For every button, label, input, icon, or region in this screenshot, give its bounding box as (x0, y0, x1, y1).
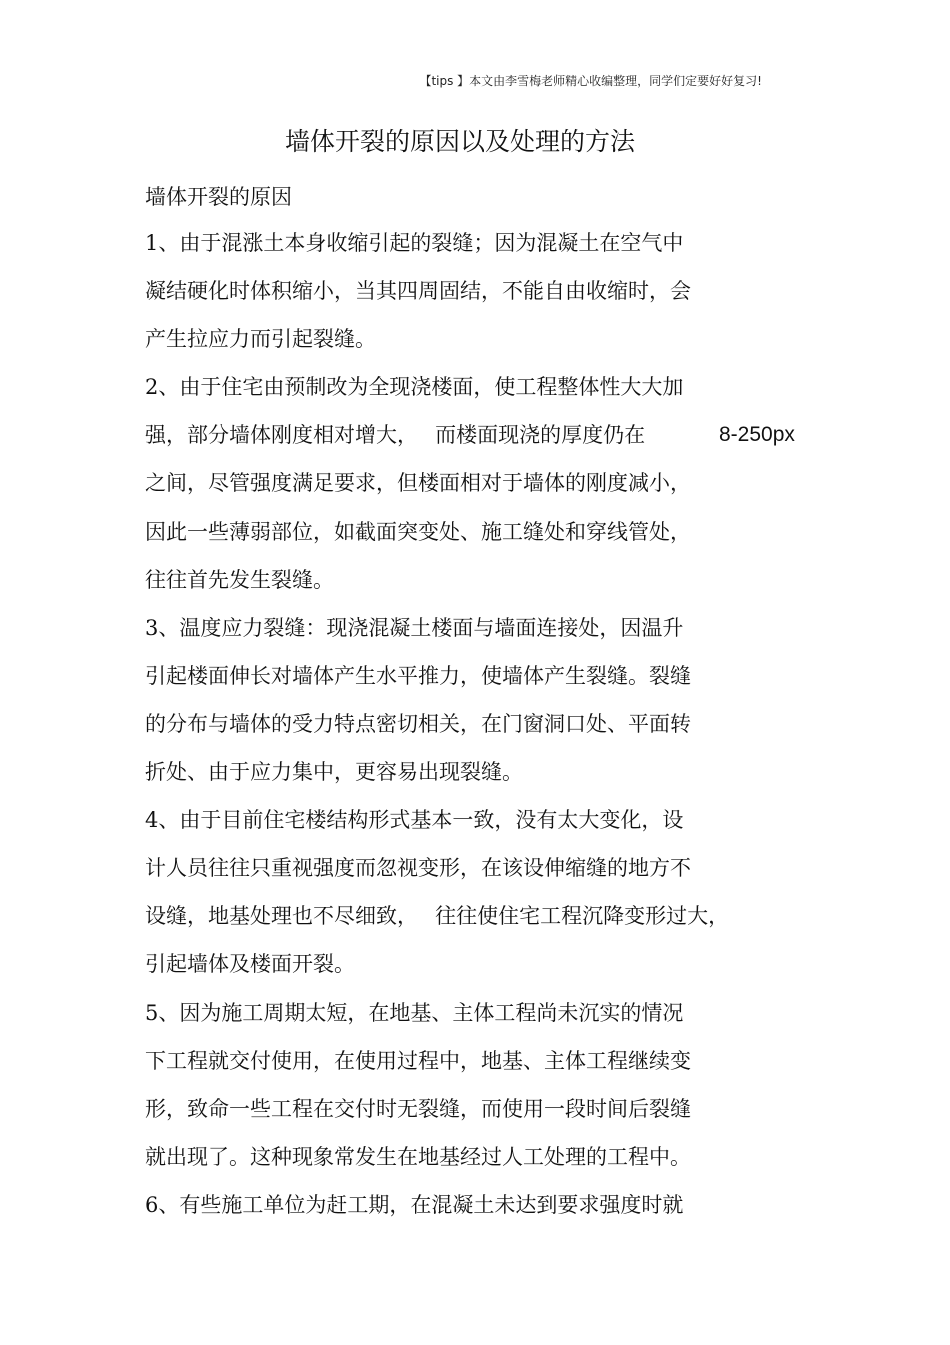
text-line-with-value (145, 420, 845, 468)
page-title: 墙体开裂的原因以及处理的方法 (284, 127, 635, 156)
text-line: 6、有些施工单位为赶工期，在混凝土未达到要求强度时就 (145, 1192, 684, 1217)
section-heading: 墙体开裂的原因 (145, 185, 292, 209)
text-line: 之间，尽管强度满足要求，但楼面相对于墙体的刚度减小， (145, 471, 691, 496)
text-line: 因此一些薄弱部位，如截面突变处、施工缝处和穿线管处， (145, 519, 691, 544)
text-line: 3、温度应力裂缝：现浇混凝土楼面与墙面连接处，因温升 (145, 615, 684, 640)
text-line: 产生拉应力而引起裂缝。 (145, 327, 376, 352)
text-line: 引起墙体及楼面开裂。 (145, 952, 355, 977)
text-line: 就出现了。这种现象常发生在地基经过人工处理的工程中。 (145, 1144, 691, 1169)
text-line-main: 强，部分墙体刚度相对增大， 而楼面现浇的厚度仍在 (145, 423, 646, 448)
thickness-value: 8-250px (719, 423, 795, 447)
text-line: 往往首先发生裂缝。 (145, 567, 334, 592)
body-text (145, 228, 845, 1238)
text-line: 计人员往往只重视强度而忽视变形，在该设伸缩缝的地方不 (145, 856, 691, 881)
text-line: 凝结硬化时体积缩小，当其四周固结，不能自由收缩时，会 (145, 279, 691, 304)
text-line: 引起楼面伸长对墙体产生水平推力，使墙体产生裂缝。裂缝 (145, 663, 691, 688)
text-line: 的分布与墙体的受力特点密切相关，在门窗洞口处、平面转 (145, 711, 691, 736)
text-line: 下工程就交付使用，在使用过程中，地基、主体工程继续变 (145, 1048, 691, 1073)
text-line: 2、由于住宅由预制改为全现浇楼面，使工程整体性大大加 (145, 375, 684, 400)
text-line: 5、因为施工周期太短，在地基、主体工程尚未沉实的情况 (145, 1000, 684, 1025)
text-line: 设缝，地基处理也不尽细致， 往往使住宅工程沉降变形过大， (145, 904, 730, 929)
text-line: 4、由于目前住宅楼结构形式基本一致，没有太大变化，设 (145, 808, 684, 833)
header-tips: 【tips 】本文由李雪梅老师精心收编整理，同学们定要好好复习! (419, 74, 762, 88)
text-line: 折处、由于应力集中，更容易出现裂缝。 (145, 760, 523, 785)
text-line: 形，致命一些工程在交付时无裂缝，而使用一段时间后裂缝 (145, 1096, 691, 1121)
text-line: 1、由于混涨土本身收缩引起的裂缝；因为混凝土在空气中 (145, 231, 684, 255)
